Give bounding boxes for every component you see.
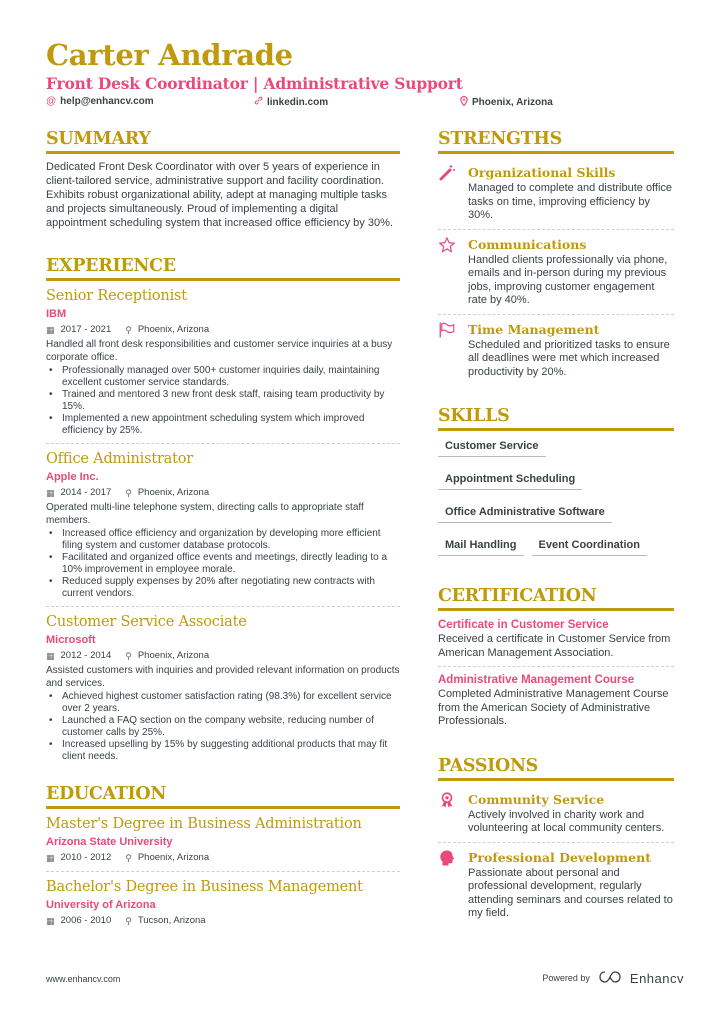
education-section [46, 783, 400, 934]
job-meta [46, 323, 400, 337]
experience-section [46, 255, 400, 769]
degree-name: Master's Degree in Business Administration [46, 816, 362, 832]
email-text: help@enhancv.com [60, 96, 154, 107]
skills-section [438, 405, 674, 569]
linkedin-text: linkedin.com [267, 96, 329, 108]
skill-tag: Event Coordination [532, 536, 647, 556]
job-location: Phoenix, Arizona [137, 487, 210, 498]
job-description: Operated multi-line telephone system, directing calls to appropriate staff members. [46, 502, 364, 526]
experience-entry [46, 287, 400, 443]
job-meta [46, 649, 400, 663]
degree-name: Bachelor's Degree in Business Management [46, 879, 363, 895]
footer-branding [542, 970, 684, 986]
strength-name: Time Management [468, 321, 600, 337]
contact-location [460, 96, 553, 109]
strength-text: Managed to complete and distribute office tasks on time, improving efficiency by 30%. [468, 182, 673, 221]
bullet-item: • Increased office efficiency and organization by developing more efficient filing system and customer database protocols. [46, 528, 400, 552]
bullet-item: • Implemented a new appointment scheduling system which improved efficiency by 25%. [46, 413, 400, 437]
certification-item [438, 617, 674, 666]
calendar-icon: ▦ [46, 488, 55, 498]
strengths-heading: STRENGTHS [438, 128, 674, 154]
candidate-title: Front Desk Coordinator | Administrative Support [46, 74, 463, 93]
map-pin-icon: ⚲ [125, 916, 132, 926]
education-entry [46, 815, 400, 871]
education-heading: EDUCATION [46, 783, 400, 809]
job-role: Customer Service Associate [46, 614, 247, 630]
strength-name: Communications [468, 236, 587, 252]
summary-section [46, 128, 400, 230]
job-location: Phoenix, Arizona [137, 650, 210, 661]
skill-tag: Appointment Scheduling [438, 470, 582, 490]
calendar-icon: ▦ [46, 651, 55, 661]
location-text: Phoenix, Arizona [472, 97, 553, 108]
calendar-icon: ▦ [46, 916, 55, 926]
passion-text: Actively involved in charity work and volunteering at local community centers. [468, 808, 665, 834]
job-role: Office Administrator [46, 451, 194, 467]
strengths-section [438, 128, 674, 385]
skill-tag: Office Administrative Software [438, 503, 612, 523]
left-column [46, 128, 400, 934]
contact-email[interactable] [46, 96, 154, 107]
passion-item [438, 787, 674, 842]
skill-tag: Mail Handling [438, 536, 524, 556]
skill-tag: Customer Service [438, 437, 546, 457]
bullet-item: • Professionally managed over 500+ customer inquiries daily, maintaining excellent customer service standards. [46, 365, 400, 389]
skills-list [438, 437, 674, 569]
job-dates: 2017 - 2021 [60, 324, 112, 335]
bullet-item: • Launched a FAQ section on the company website, reducing number of customer calls by 25%. [46, 715, 400, 739]
map-pin-icon [460, 96, 468, 109]
brand-name[interactable]: Enhancv [629, 970, 684, 986]
job-meta [46, 486, 400, 500]
company-name: IBM [46, 308, 67, 320]
summary-heading: SUMMARY [46, 128, 400, 154]
powered-by-label: Powered by [542, 973, 590, 983]
certification-section [438, 585, 674, 735]
experience-entry [46, 606, 400, 769]
head-brain-icon [438, 849, 468, 921]
map-pin-icon: ⚲ [125, 325, 132, 335]
certification-heading: CERTIFICATION [438, 585, 674, 611]
education-location: Phoenix, Arizona [137, 852, 210, 863]
experience-entry [46, 443, 400, 606]
job-dates: 2014 - 2017 [60, 487, 112, 498]
strength-text: Handled clients professionally via phone, emails and in-person during my previous jobs, improving customer engagement rate by 40%. [468, 253, 668, 306]
map-pin-icon: ⚲ [125, 488, 132, 498]
bullet-item: • Reduced supply expenses by 20% after negotiating new contracts with current vendors. [46, 576, 400, 600]
calendar-icon: ▦ [46, 325, 55, 335]
bullet-item: • Achieved highest customer satisfaction rating (98.3%) for excellent service over 2 years. [46, 691, 400, 715]
enhancv-logo-icon [598, 970, 622, 986]
award-ribbon-icon [438, 791, 468, 836]
passion-name: Professional Development [468, 849, 651, 865]
job-location: Phoenix, Arizona [137, 324, 210, 335]
strength-item [438, 229, 674, 314]
education-meta [46, 914, 400, 928]
job-bullets [46, 691, 400, 763]
magic-wand-icon [438, 164, 468, 223]
passion-text: Passionate about personal and professional development, regularly attending seminars and courses related to my field. [468, 866, 673, 919]
job-dates: 2012 - 2014 [60, 650, 112, 661]
company-name: Apple Inc. [46, 471, 99, 483]
link-icon [254, 96, 263, 108]
job-bullets [46, 528, 400, 600]
summary-text: Dedicated Front Desk Coordinator with over 5 years of experience in client-tailored service, administrative support and facility coordination. Exhibits robust organizational ability, adept at managing multiple tasks and projects simultaneously. Proud of implementing a digital appointment scheduling system that increased office efficiency by 30%. [46, 161, 393, 229]
flag-icon [438, 321, 468, 380]
bullet-item: • Trained and mentored 3 new front desk staff, raising team productivity by 15%. [46, 389, 400, 413]
experience-heading: EXPERIENCE [46, 255, 400, 281]
bullet-item: • Facilitated and organized office events and meetings, directly leading to a 10% improvement in employee morale. [46, 552, 400, 576]
passion-item [438, 842, 674, 927]
school-name: University of Arizona [46, 899, 156, 911]
education-dates: 2010 - 2012 [60, 852, 112, 863]
certification-item [438, 666, 674, 735]
contact-row [46, 96, 676, 112]
strength-name: Organizational Skills [468, 165, 616, 180]
job-description: Handled all front desk responsibilities and customer service inquiries at a busy corporate office. [46, 339, 393, 363]
strength-text: Scheduled and prioritized tasks to ensure all deadlines were met which increased productivity by 20%. [468, 338, 670, 378]
resume-header [46, 38, 676, 112]
skills-heading: SKILLS [438, 405, 674, 431]
company-name: Microsoft [46, 634, 96, 646]
job-role: Senior Receptionist [46, 288, 187, 304]
strength-item [438, 314, 674, 386]
at-icon: @ [46, 96, 57, 107]
strength-item [438, 160, 674, 229]
certification-text: Received a certificate in Customer Service from American Management Association. [438, 633, 671, 659]
candidate-name: Carter Andrade [46, 38, 293, 72]
contact-linkedin[interactable] [254, 96, 328, 108]
footer-website[interactable]: www.enhancv.com [46, 974, 121, 984]
job-description: Assisted customers with inquiries and provided relevant information on products and services. [46, 665, 400, 689]
education-meta [46, 851, 400, 865]
passions-section [438, 755, 674, 927]
bullet-item: • Increased upselling by 15% by suggesting additional products that may fit client needs. [46, 739, 400, 763]
map-pin-icon: ⚲ [125, 651, 132, 661]
certification-text: Completed Administrative Management Course from the American Society of Administrative Professionals. [438, 688, 669, 727]
education-dates: 2006 - 2010 [60, 915, 112, 926]
education-entry [46, 871, 400, 934]
map-pin-icon: ⚲ [125, 853, 132, 863]
school-name: Arizona State University [46, 836, 173, 848]
certification-name: Administrative Management Course [438, 674, 635, 686]
calendar-icon: ▦ [46, 853, 55, 863]
certification-name: Certificate in Customer Service [438, 619, 609, 631]
passions-heading: PASSIONS [438, 755, 674, 781]
education-location: Tucson, Arizona [137, 915, 206, 926]
passion-name: Community Service [468, 791, 605, 807]
job-bullets [46, 365, 400, 437]
star-icon [438, 236, 468, 308]
right-column [438, 128, 674, 927]
